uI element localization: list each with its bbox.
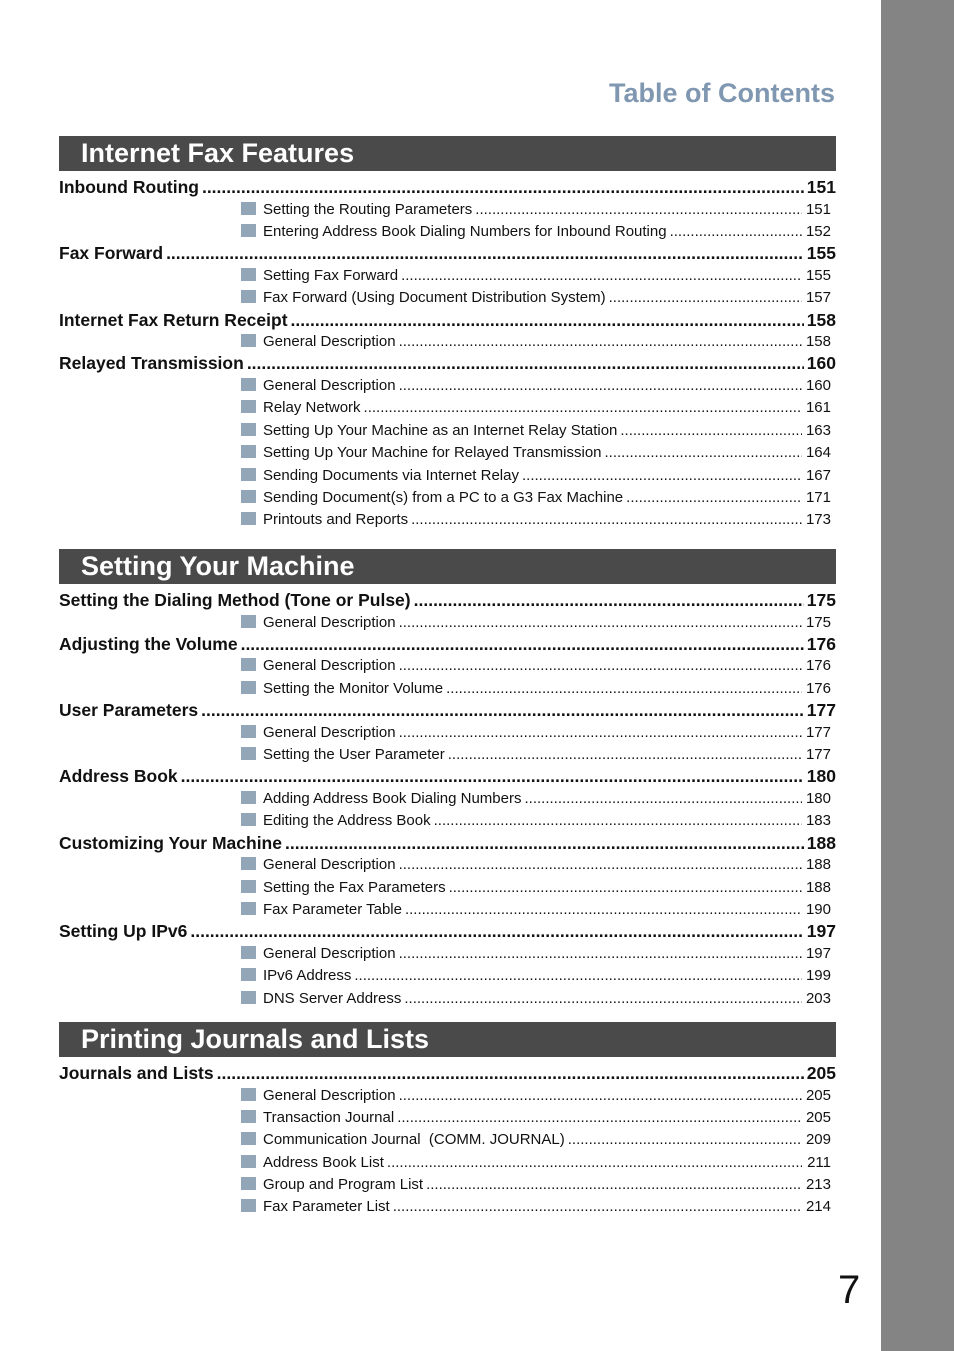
toc-entry-label: Internet Fax Return Receipt: [59, 309, 288, 330]
dot-leader: [401, 265, 802, 287]
toc-entry-page: 197: [806, 921, 836, 942]
toc-subentry[interactable]: [241, 1174, 831, 1196]
square-bullet-icon: [241, 202, 256, 215]
square-bullet-icon: [241, 880, 256, 893]
dot-leader: [393, 1196, 802, 1218]
toc-subentry-label: General Description: [263, 1086, 396, 1104]
square-bullet-icon: [241, 725, 256, 738]
dot-leader: [475, 199, 802, 221]
dot-leader: [414, 590, 804, 612]
toc-subentry-label: IPv6 Address: [263, 967, 352, 985]
square-bullet-icon: [241, 445, 256, 458]
dot-leader: [364, 397, 802, 419]
toc-subentry-label: Fax Forward (Using Document Distribution System): [263, 289, 606, 307]
square-bullet-icon: [241, 224, 256, 237]
dot-leader: [411, 509, 802, 531]
square-bullet-icon: [241, 1088, 256, 1101]
toc-subentry-label: Entering Address Book Dialing Numbers for Inbound Routing: [263, 222, 667, 240]
toc-subentry-label: Printouts and Reports: [263, 511, 409, 529]
dot-leader: [399, 375, 802, 397]
toc-subentry-page: 176: [805, 679, 831, 697]
toc-entry[interactable]: [59, 353, 836, 375]
toc-subentry-label: Sending Document(s) from a PC to a G3 Fax Machine: [263, 488, 624, 506]
toc-subentry-page: 209: [805, 1131, 831, 1149]
square-bullet-icon: [241, 991, 256, 1004]
toc-entry-label: User Parameters: [59, 700, 199, 721]
toc-entry-page: 180: [806, 766, 836, 787]
toc-subentry[interactable]: [241, 487, 831, 509]
square-bullet-icon: [241, 615, 256, 628]
toc-subentry-page: 183: [805, 812, 831, 830]
dot-leader: [354, 965, 802, 987]
dot-leader: [190, 921, 803, 943]
square-bullet-icon: [241, 681, 256, 694]
dot-leader: [247, 353, 804, 375]
toc-entry[interactable]: [59, 700, 836, 722]
toc-subentry-label: Relay Network: [263, 399, 361, 417]
toc-subentry-label: Transaction Journal: [263, 1108, 395, 1126]
toc-subentry[interactable]: [241, 965, 831, 987]
dot-leader: [524, 788, 802, 810]
toc-subentry-label: Editing the Address Book: [263, 812, 431, 830]
dot-leader: [449, 877, 802, 899]
square-bullet-icon: [241, 490, 256, 503]
toc-entry-page: 158: [806, 309, 836, 330]
toc-entry-label: Address Book: [59, 766, 178, 787]
toc-entry-label: Fax Forward: [59, 243, 164, 264]
dot-leader: [399, 722, 802, 744]
square-bullet-icon: [241, 968, 256, 981]
toc-subentry[interactable]: [241, 612, 831, 634]
toc-subentry-page: 203: [805, 989, 831, 1007]
toc-subentry-page: 190: [805, 901, 831, 919]
dot-leader: [605, 442, 802, 464]
section-header: Printing Journals and Lists: [59, 1022, 836, 1057]
square-bullet-icon: [241, 747, 256, 760]
dot-leader: [568, 1129, 802, 1151]
square-bullet-icon: [241, 423, 256, 436]
dot-leader: [201, 700, 804, 722]
toc-subentry-label: General Description: [263, 333, 396, 351]
square-bullet-icon: [241, 268, 256, 281]
toc-subentry-page: 151: [805, 200, 831, 218]
toc-entry-page: 176: [806, 633, 836, 654]
toc-subentry-label: DNS Server Address: [263, 989, 402, 1007]
square-bullet-icon: [241, 468, 256, 481]
toc-subentry-label: General Description: [263, 613, 396, 631]
toc-subentry[interactable]: [241, 420, 831, 442]
toc-subentry-page: 167: [805, 466, 831, 484]
toc-subentry-page: 157: [805, 289, 831, 307]
dot-leader: [202, 177, 804, 199]
toc-subentry-page: 160: [805, 376, 831, 394]
toc-subentry-page: 180: [805, 789, 831, 807]
toc-subentry[interactable]: [241, 810, 831, 832]
toc-subentry-page: 175: [805, 613, 831, 631]
section-printing-journals-and-lists: [59, 1022, 836, 1219]
toc-subentry-label: Communication Journal (COMM. JOURNAL): [263, 1131, 565, 1149]
square-bullet-icon: [241, 1132, 256, 1145]
square-bullet-icon: [241, 1177, 256, 1190]
section-internet-fax-features: [59, 136, 836, 532]
toc-subentry-page: 164: [805, 444, 831, 462]
square-bullet-icon: [241, 378, 256, 391]
toc-subentry-page: 158: [805, 333, 831, 351]
toc-subentry[interactable]: [241, 442, 831, 464]
toc-subentry[interactable]: [241, 1196, 831, 1218]
toc-entry-page: 155: [806, 243, 836, 264]
toc-subentry[interactable]: [241, 331, 831, 353]
toc-subentry[interactable]: [241, 465, 831, 487]
toc-subentry[interactable]: [241, 899, 831, 921]
toc-subentry-page: 152: [805, 222, 831, 240]
toc-subentry-label: General Description: [263, 657, 396, 675]
toc-subentry-page: 214: [805, 1198, 831, 1216]
dot-leader: [181, 766, 804, 788]
toc-entry-label: Inbound Routing: [59, 177, 199, 197]
dot-leader: [426, 1174, 802, 1196]
dot-leader: [387, 1152, 802, 1174]
dot-leader: [397, 1107, 802, 1129]
dot-leader: [446, 678, 802, 700]
toc-subentry-label: Fax Parameter Table: [263, 901, 402, 919]
page-number: 7: [838, 1268, 861, 1312]
square-bullet-icon: [241, 1110, 256, 1123]
toc-entry[interactable]: [59, 177, 836, 199]
toc-subentry[interactable]: [241, 943, 831, 965]
section-header: Setting Your Machine: [59, 549, 836, 584]
square-bullet-icon: [241, 857, 256, 870]
toc-subentry[interactable]: [241, 1129, 831, 1151]
toc-subentry-label: Setting the User Parameter: [263, 746, 445, 764]
square-bullet-icon: [241, 334, 256, 347]
toc-subentry-page: 211: [807, 1153, 831, 1171]
dot-leader: [404, 988, 802, 1010]
toc-subentry-label: Setting the Fax Parameters: [263, 878, 446, 896]
dot-leader: [405, 899, 802, 921]
toc-subentry[interactable]: [241, 287, 831, 309]
toc-entry-page: 151: [806, 177, 836, 197]
toc-subentry-page: 205: [805, 1108, 831, 1126]
toc-entry[interactable]: [59, 1063, 836, 1085]
toc-subentry-label: Address Book List: [263, 1153, 384, 1171]
dot-leader: [434, 810, 802, 832]
square-bullet-icon: [241, 512, 256, 525]
toc-subentry[interactable]: [241, 678, 831, 700]
square-bullet-icon: [241, 813, 256, 826]
toc-subentry[interactable]: [241, 655, 831, 677]
toc-subentry[interactable]: [241, 877, 831, 899]
toc-entry-label: Journals and Lists: [59, 1063, 214, 1083]
toc-subentry[interactable]: [241, 509, 831, 531]
dot-leader: [217, 1063, 804, 1085]
toc-subentry[interactable]: [241, 265, 831, 287]
toc-entry[interactable]: [59, 766, 836, 788]
section-header: Internet Fax Features: [59, 136, 836, 171]
dot-leader: [399, 331, 802, 353]
square-bullet-icon: [241, 290, 256, 303]
toc-subentry-page: 188: [805, 856, 831, 874]
toc-subentry-label: General Description: [263, 376, 396, 394]
toc-subentry[interactable]: [241, 397, 831, 419]
toc-subentry[interactable]: [241, 988, 831, 1010]
toc-subentry-page: 177: [805, 723, 831, 741]
toc-entry-label: Setting the Dialing Method (Tone or Pulse): [59, 590, 411, 610]
toc-subentry[interactable]: [241, 375, 831, 397]
toc-subentry-page: 177: [805, 746, 831, 764]
toc-entry-page: 205: [806, 1063, 836, 1083]
toc-entry[interactable]: [59, 243, 836, 265]
dot-leader: [620, 420, 802, 442]
toc-entry[interactable]: [59, 590, 836, 612]
toc-subentry-page: 163: [805, 421, 831, 439]
dot-leader: [670, 221, 802, 243]
square-bullet-icon: [241, 1199, 256, 1212]
toc-subentry[interactable]: [241, 199, 831, 221]
toc-entry-page: 160: [806, 353, 836, 374]
toc-subentry-page: 205: [805, 1086, 831, 1104]
toc-entry[interactable]: [59, 833, 836, 855]
toc-subentry[interactable]: [241, 722, 831, 744]
square-bullet-icon: [241, 658, 256, 671]
toc-subentry-label: Setting Up Your Machine for Relayed Transmission: [263, 444, 602, 462]
dot-leader: [399, 655, 802, 677]
page-title: Table of Contents: [609, 78, 835, 108]
toc-subentry-page: 161: [805, 399, 831, 417]
dot-leader: [609, 287, 802, 309]
toc-entry-page: 177: [806, 700, 836, 721]
toc-entry-page: 188: [806, 832, 836, 853]
square-bullet-icon: [241, 946, 256, 959]
toc-subentry-page: 188: [805, 878, 831, 896]
dot-leader: [399, 854, 802, 876]
dot-leader: [448, 744, 802, 766]
dot-leader: [241, 634, 804, 656]
square-bullet-icon: [241, 1155, 256, 1168]
toc-subentry-label: General Description: [263, 856, 396, 874]
toc-entry-page: 175: [806, 590, 836, 610]
toc-subentry-label: Setting the Monitor Volume: [263, 679, 444, 697]
toc-subentry-label: Sending Documents via Internet Relay: [263, 466, 519, 484]
toc-subentry-label: Adding Address Book Dialing Numbers: [263, 789, 522, 807]
dot-leader: [399, 612, 802, 634]
toc-subentry-label: Setting Fax Forward: [263, 266, 399, 284]
toc-subentry-label: Setting the Routing Parameters: [263, 200, 473, 218]
toc-subentry[interactable]: [241, 1085, 831, 1107]
toc-subentry[interactable]: [241, 788, 831, 810]
dot-leader: [399, 943, 802, 965]
toc-subentry-label: Fax Parameter List: [263, 1198, 390, 1216]
toc-subentry[interactable]: [241, 1152, 831, 1174]
square-bullet-icon: [241, 902, 256, 915]
toc-subentry-label: General Description: [263, 944, 396, 962]
dot-leader: [399, 1085, 802, 1107]
square-bullet-icon: [241, 791, 256, 804]
toc-entry[interactable]: [59, 634, 836, 656]
toc-entry-label: Relayed Transmission: [59, 353, 244, 374]
toc-subentry[interactable]: [241, 854, 831, 876]
dot-leader: [626, 487, 802, 509]
side-tab-bar: [881, 0, 954, 1351]
toc-subentry-page: 197: [805, 944, 831, 962]
toc-entry-label: Setting Up IPv6: [59, 921, 188, 942]
toc-subentry-label: Group and Program List: [263, 1176, 424, 1194]
toc-subentry-page: 171: [805, 488, 831, 506]
toc-subentry-page: 173: [805, 511, 831, 529]
toc-entry-label: Customizing Your Machine: [59, 832, 282, 853]
toc-entry-label: Adjusting the Volume: [59, 633, 238, 654]
dot-leader: [166, 243, 804, 265]
toc-subentry-label: Setting Up Your Machine as an Internet Relay Station: [263, 421, 618, 439]
section-setting-your-machine: [59, 549, 836, 1010]
toc-subentry-page: 199: [805, 967, 831, 985]
square-bullet-icon: [241, 400, 256, 413]
toc-subentry-page: 176: [805, 657, 831, 675]
toc-subentry-page: 213: [805, 1176, 831, 1194]
toc-entry[interactable]: [59, 921, 836, 943]
dot-leader: [285, 833, 804, 855]
toc-subentry-label: General Description: [263, 723, 396, 741]
toc-subentry[interactable]: [241, 744, 831, 766]
toc-entry[interactable]: [59, 310, 836, 332]
toc-subentry[interactable]: [241, 221, 831, 243]
dot-leader: [522, 465, 802, 487]
dot-leader: [291, 310, 804, 332]
toc-subentry-page: 155: [805, 266, 831, 284]
toc-subentry[interactable]: [241, 1107, 831, 1129]
